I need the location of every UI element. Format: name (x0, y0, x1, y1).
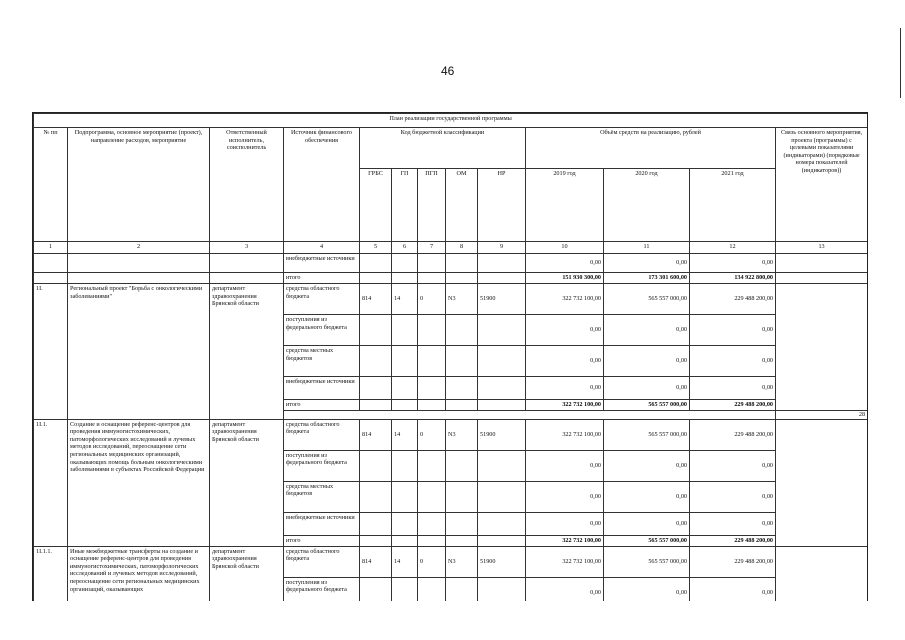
table-row (34, 254, 868, 273)
indicator-number: 28 (776, 411, 868, 420)
amount-2021: 0,00 (690, 450, 776, 481)
amount-2021: 0,00 (690, 315, 776, 346)
row-number: 1I.1.1. (34, 546, 68, 601)
code-pgp: 0 (418, 284, 446, 315)
margin-line (900, 28, 901, 98)
amount-2021: 229 488 200,00 (690, 546, 776, 577)
amount-2020: 0,00 (604, 512, 690, 535)
header-name: Подпрограмма, основное мероприятие (проект), направление расходов, мероприятие (68, 128, 210, 242)
code-om: N3 (446, 546, 478, 577)
amount-2019: 322 732 100,00 (526, 546, 604, 577)
row-name: Региональный проект "Борьба с онкологическими заболеваниями" (68, 284, 210, 420)
source-label: средства областного бюджета (284, 546, 360, 577)
col-number: 3 (210, 242, 284, 254)
source-label: средства областного бюджета (284, 284, 360, 315)
header-om: ОМ (446, 169, 478, 242)
header-source: Источник финансового обеспечения (284, 128, 360, 242)
source-label: внебюджетные источники (284, 377, 360, 400)
total-2020: 565 557 000,00 (604, 400, 690, 411)
header-executor: Ответственный исполнитель, соисполнитель (210, 128, 284, 242)
amount-2019: 0,00 (526, 450, 604, 481)
row-number: 1I. (34, 284, 68, 420)
header-2021: 2021 год (690, 169, 776, 242)
amount-2019: 322 732 100,00 (526, 419, 604, 450)
header-nr: НР (478, 169, 526, 242)
total-2020: 173 301 600,00 (604, 273, 690, 284)
row-executor: департамент здравоохранения Брянской области (210, 419, 284, 546)
col-number: 6 (392, 242, 418, 254)
amount-2019: 0,00 (526, 577, 604, 601)
code-om: N3 (446, 284, 478, 315)
col-number: 7 (418, 242, 446, 254)
header-budget-code: Код бюджетной классификации (360, 128, 526, 169)
header-volume: Объём средств на реализацию, рублей (526, 128, 776, 169)
table-row (34, 546, 868, 577)
col-number: 12 (690, 242, 776, 254)
source-label: средства областного бюджета (284, 419, 360, 450)
code-pgp: 0 (418, 419, 446, 450)
total-2019: 322 732 100,00 (526, 535, 604, 546)
source-label: итого (284, 400, 360, 411)
col-number: 11 (604, 242, 690, 254)
code-gp: 14 (392, 284, 418, 315)
col-number: 4 (284, 242, 360, 254)
program-plan-table (33, 113, 868, 601)
amount-2021: 0,00 (690, 577, 776, 601)
amount-2021: 0,00 (690, 481, 776, 512)
table-row (34, 284, 868, 315)
amount-2021: 229 488 200,00 (690, 284, 776, 315)
header-pgp: ПГП (418, 169, 446, 242)
code-grbs: 814 (360, 419, 392, 450)
row-name: Создание и оснащение референс-центров для проведения иммуногистохимических, патоморфологических исследований и лучевых методов исследований, переоснащение сети региональных медицинских организаций, оказывающих помощь больным онкологическими заболеваниями в субъектах Российской Федерации (68, 419, 210, 546)
col-number: 8 (446, 242, 478, 254)
source-label: внебюджетные источники (284, 512, 360, 535)
source-label: итого (284, 535, 360, 546)
amount-2019: 0,00 (526, 481, 604, 512)
header-indicator-link: Связь основного мероприятия, проекта (программы) с целевыми показателями (индикаторами) (порядковые номера показателей (индикаторов)) (776, 128, 868, 242)
amount-2020: 0,00 (604, 377, 690, 400)
total-2021: 229 488 200,00 (690, 400, 776, 411)
amount-2020: 0,00 (604, 254, 690, 273)
amount-2020: 0,00 (604, 577, 690, 601)
total-2021: 229 488 200,00 (690, 535, 776, 546)
header-gp: ГП (392, 169, 418, 242)
page-number: 46 (441, 64, 455, 78)
header-num: № пп (34, 128, 68, 242)
amount-2019: 0,00 (526, 377, 604, 400)
code-nr: 51900 (478, 284, 526, 315)
header-grbs: ГРБС (360, 169, 392, 242)
code-nr: 51900 (478, 546, 526, 577)
code-om: N3 (446, 419, 478, 450)
amount-2020: 0,00 (604, 450, 690, 481)
amount-2021: 0,00 (690, 346, 776, 377)
row-executor: департамент здравоохранения Брянской области (210, 546, 284, 601)
source-label: средства местных бюджетов (284, 346, 360, 377)
code-pgp: 0 (418, 546, 446, 577)
code-grbs: 814 (360, 546, 392, 577)
amount-2021: 0,00 (690, 512, 776, 535)
amount-2020: 0,00 (604, 481, 690, 512)
table-row (34, 273, 868, 284)
amount-2021: 0,00 (690, 254, 776, 273)
source-label: итого (284, 273, 360, 284)
total-2019: 322 732 100,00 (526, 400, 604, 411)
table-title: План реализации государственной программы (34, 114, 868, 128)
amount-2021: 229 488 200,00 (690, 419, 776, 450)
amount-2021: 0,00 (690, 377, 776, 400)
header-2019: 2019 год (526, 169, 604, 242)
total-2021: 134 922 800,00 (690, 273, 776, 284)
amount-2019: 0,00 (526, 512, 604, 535)
amount-2019: 0,00 (526, 315, 604, 346)
code-grbs: 814 (360, 284, 392, 315)
code-nr: 51900 (478, 419, 526, 450)
col-number: 9 (478, 242, 526, 254)
code-gp: 14 (392, 546, 418, 577)
row-name: Иные межбюджетные трансферты на создание и оснащение референс-центров для проведения иммуногистохимических, патоморфологических исследований и лучевых методов исследований, переоснащение сети региональных медицинских организаций, оказывающих (68, 546, 210, 601)
total-2020: 565 557 000,00 (604, 535, 690, 546)
row-executor: департамент здравоохранения Брянской области (210, 284, 284, 420)
col-number: 2 (68, 242, 210, 254)
amount-2020: 565 557 000,00 (604, 546, 690, 577)
amount-2020: 0,00 (604, 315, 690, 346)
program-plan-table-frame (32, 112, 868, 601)
table-row (34, 419, 868, 450)
col-number: 13 (776, 242, 868, 254)
source-label: внебюджетные источники (284, 254, 360, 273)
source-label: поступления из федерального бюджета (284, 450, 360, 481)
source-label: средства местных бюджетов (284, 481, 360, 512)
col-number: 10 (526, 242, 604, 254)
code-gp: 14 (392, 419, 418, 450)
source-label: поступления из федерального бюджета (284, 577, 360, 601)
col-number: 5 (360, 242, 392, 254)
amount-2019: 0,00 (526, 346, 604, 377)
amount-2019: 322 732 100,00 (526, 284, 604, 315)
total-2019: 151 930 300,00 (526, 273, 604, 284)
amount-2020: 565 557 000,00 (604, 419, 690, 450)
amount-2019: 0,00 (526, 254, 604, 273)
col-number: 1 (34, 242, 68, 254)
source-label: поступления из федерального бюджета (284, 315, 360, 346)
amount-2020: 0,00 (604, 346, 690, 377)
header-2020: 2020 год (604, 169, 690, 242)
row-number: 1I.1. (34, 419, 68, 546)
amount-2020: 565 557 000,00 (604, 284, 690, 315)
